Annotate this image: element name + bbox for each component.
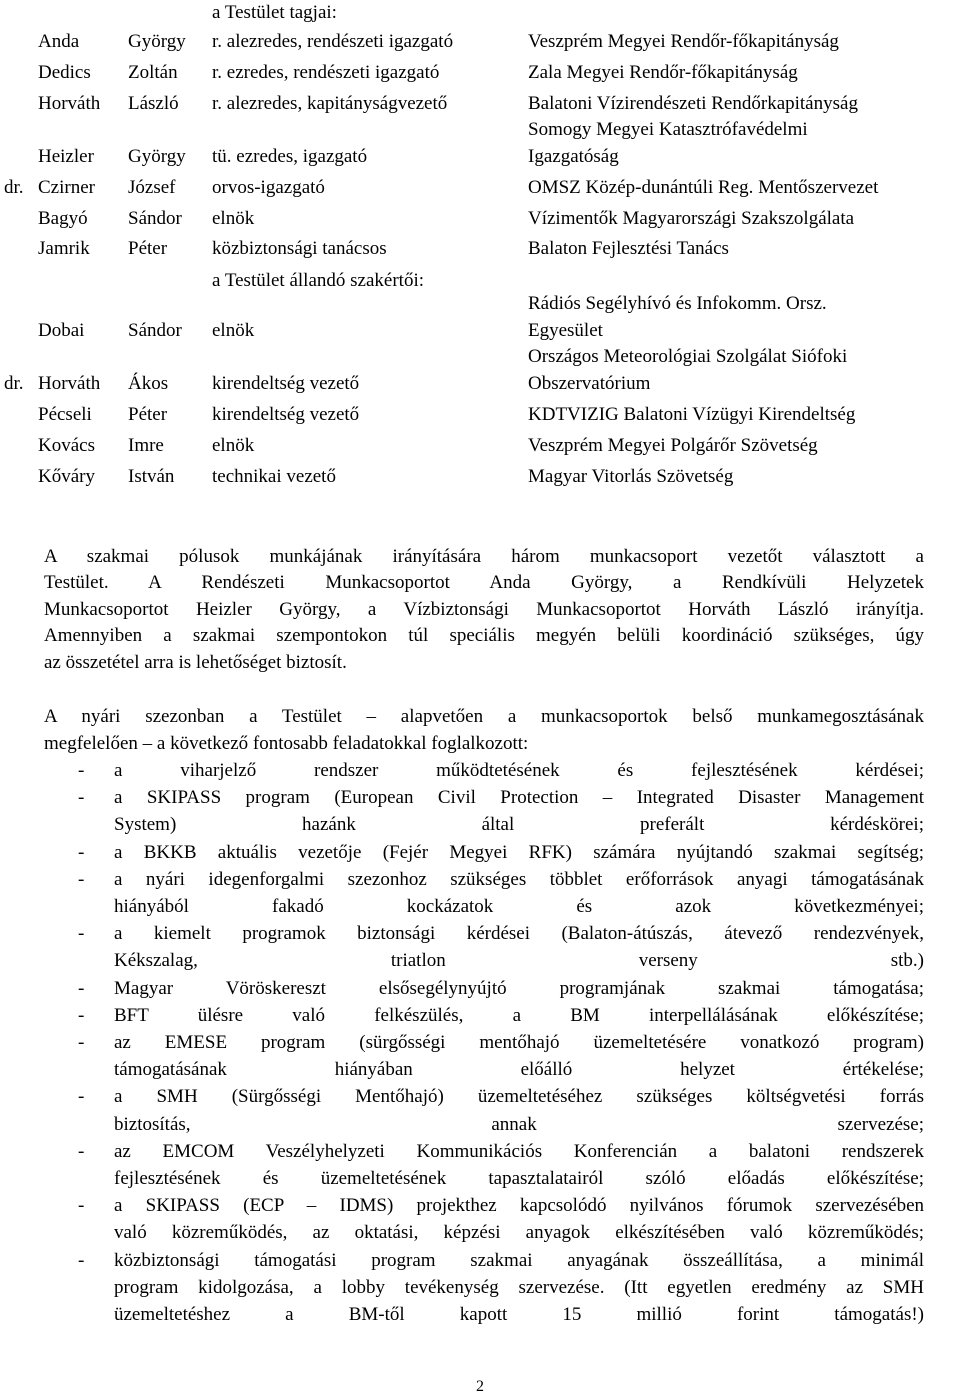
last-name: Czirner — [38, 177, 95, 198]
bullet-dash: - — [78, 1140, 85, 1162]
role: elnök — [212, 320, 255, 341]
first-name: Sándor — [128, 320, 182, 341]
task-item-line: üzemeltetéshez a BM-től kapott 15 millió forint támogatás!) — [114, 1304, 924, 1325]
role: r. alezredes, kapitányságvezető — [212, 93, 448, 114]
organization: Balatoni Vízirendészeti Rendőrkapitányság — [528, 93, 858, 114]
organization: Balaton Fejlesztési Tanács — [528, 238, 729, 259]
organization: Országos Meteorológiai Szolgálat Siófoki — [528, 346, 848, 367]
first-name: György — [128, 31, 186, 52]
organization: Igazgatóság — [528, 146, 619, 167]
paragraph-line: Munkacsoportot Heizler György, a Vízbiztonsági Munkacsoportot Horváth László irányítja. — [44, 598, 924, 620]
organization: OMSZ Közép-dunántúli Reg. Mentőszervezet — [528, 177, 879, 198]
bullet-dash: - — [78, 787, 85, 809]
name-prefix: dr. — [4, 177, 24, 198]
bullet-dash: - — [78, 1032, 85, 1053]
task-item-line: a SKIPASS program (European Civil Protection – Integrated Disaster Management — [114, 787, 924, 809]
first-name: Sándor — [128, 208, 182, 229]
members-header: a Testület tagjai: — [212, 2, 337, 23]
paragraph-line: megfelelően – a következő fontosabb feladatokkal foglalkozott: — [44, 733, 529, 754]
first-name: László — [128, 93, 179, 114]
last-name: Kőváry — [38, 466, 95, 487]
task-item-line: a kiemelt programok biztonsági kérdései (Balaton-átúszás, átevező rendezvények, — [114, 923, 924, 945]
last-name: Kovács — [38, 435, 95, 456]
page-number: 2 — [476, 1378, 484, 1395]
task-item-line: hiányából fakadó kockázatok és azok következményei; — [114, 896, 924, 917]
bullet-dash: - — [78, 977, 85, 999]
bullet-dash: - — [78, 1249, 85, 1271]
paragraph-line: Testület. A Rendészeti Munkacsoportot Anda György, a Rendkívüli Helyzetek — [44, 572, 924, 594]
organization: Somogy Megyei Katasztrófavédelmi — [528, 119, 808, 140]
bullet-dash: - — [78, 868, 85, 890]
last-name: Heizler — [38, 146, 94, 167]
role: r. ezredes, rendészeti igazgató — [212, 62, 440, 83]
task-item-line: a nyári idegenforgalmi szezonhoz szükséges többlet erőforrások anyagi támogatásának — [114, 868, 924, 890]
organization: KDTVIZIG Balatoni Vízügyi Kirendeltség — [528, 404, 856, 425]
role: kirendeltség vezető — [212, 404, 360, 425]
task-item-line: fejlesztésének és üzemeltetésének tapasztalatairól szóló előadás előkészítése; — [114, 1168, 924, 1189]
first-name: Péter — [128, 238, 168, 259]
last-name: Horváth — [38, 373, 101, 394]
task-item-line: biztosítás, annak szervezése; — [114, 1113, 924, 1135]
last-name: Horváth — [38, 93, 101, 114]
bullet-dash: - — [78, 1086, 85, 1108]
organization: Zala Megyei Rendőr-főkapitányság — [528, 62, 798, 83]
role: r. alezredes, rendészeti igazgató — [212, 31, 454, 52]
first-name: Ákos — [128, 373, 169, 394]
last-name: Dobai — [38, 320, 85, 341]
organization: Rádiós Segélyhívó és Infokomm. Orsz. — [528, 293, 827, 314]
role: kirendeltség vezető — [212, 373, 360, 394]
bullet-dash: - — [78, 1195, 85, 1217]
bullet-dash: - — [78, 1004, 85, 1026]
first-name: György — [128, 146, 186, 167]
first-name: József — [128, 177, 176, 198]
organization: Obszervatórium — [528, 373, 651, 394]
first-name: Imre — [128, 435, 164, 456]
paragraph-line: A nyári szezonban a Testület – alapvetően a munkacsoportok belső munkamegosztásának — [44, 706, 924, 727]
task-item-line: a SKIPASS (ECP – IDMS) projekthez kapcsolódó nyilvános fórumok szervezésében — [114, 1195, 924, 1217]
first-name: István — [128, 466, 175, 487]
role: közbiztonsági tanácsos — [212, 238, 387, 259]
task-item-line: az EMESE program (sürgősségi mentőhajó üzemeltetésére vonatkozó program) — [114, 1032, 924, 1053]
task-item-line: a viharjelző rendszer működtetésének és fejlesztésének kérdései; — [114, 760, 924, 781]
bullet-dash: - — [78, 841, 85, 863]
task-item-line: az EMCOM Veszélyhelyzeti Kommunikációs Konferencián a balatoni rendszerek — [114, 1140, 924, 1162]
last-name: Pécseli — [38, 404, 92, 425]
role: tü. ezredes, igazgató — [212, 146, 368, 167]
first-name: Péter — [128, 404, 168, 425]
task-item-line: a BKKB aktuális vezetője (Fejér Megyei RFK) számára nyújtandó szakmai segítség; — [114, 841, 924, 863]
task-item-line: közbiztonsági támogatási program szakmai anyagának összeállítása, a minimál — [114, 1249, 924, 1271]
name-prefix: dr. — [4, 373, 24, 394]
organization: Magyar Vitorlás Szövetség — [528, 466, 734, 487]
role: elnök — [212, 435, 255, 456]
role: orvos-igazgató — [212, 177, 325, 198]
last-name: Bagyó — [38, 208, 88, 229]
last-name: Dedics — [38, 62, 91, 83]
last-name: Anda — [38, 31, 80, 52]
task-item-line: Magyar Vöröskereszt elsősegélynyújtó programjának szakmai támogatása; — [114, 977, 924, 999]
paragraph-line: Amennyiben a szakmai szempontokon túl speciális megyén belüli koordináció szükséges, úgy — [44, 625, 924, 647]
task-item-line: Kékszalag, triatlon verseny stb.) — [114, 950, 924, 972]
organization: Veszprém Megyei Polgárőr Szövetség — [528, 435, 818, 456]
bullet-dash: - — [78, 923, 85, 945]
paragraph-line: A szakmai pólusok munkájának irányítására három munkacsoport vezetőt választott a — [44, 546, 924, 567]
task-item-line: System) hazánk által preferált kérdéskörei; — [114, 814, 924, 836]
role: technikai vezető — [212, 466, 336, 487]
first-name: Zoltán — [128, 62, 178, 83]
paragraph-line: az összetétel arra is lehetőséget biztosít. — [44, 651, 347, 673]
organization: Veszprém Megyei Rendőr-főkapitányság — [528, 31, 839, 52]
bullet-dash: - — [78, 760, 85, 781]
task-item-line: BFT ülésre való felkészülés, a BM interpellálásának előkészítése; — [114, 1004, 924, 1026]
task-item-line: a SMH (Sürgősségi Mentőhajó) üzemeltetéséhez szükséges költségvetési forrás — [114, 1086, 924, 1108]
organization: Vízimentők Magyarországi Szakszolgálata — [528, 208, 855, 229]
role: elnök — [212, 208, 255, 229]
last-name: Jamrik — [38, 238, 90, 259]
task-item-line: támogatásának hiányában előálló helyzet értékelése; — [114, 1059, 924, 1081]
experts-header: a Testület állandó szakértői: — [212, 270, 424, 291]
task-item-line: való közreműködés, az oktatási, képzési anyagok elkészítésében való közreműködés; — [114, 1222, 924, 1244]
task-item-line: program kidolgozása, a lobby tevékenység szervezése. (Itt egyetlen eredmény az SMH — [114, 1276, 924, 1298]
organization: Egyesület — [528, 320, 603, 341]
